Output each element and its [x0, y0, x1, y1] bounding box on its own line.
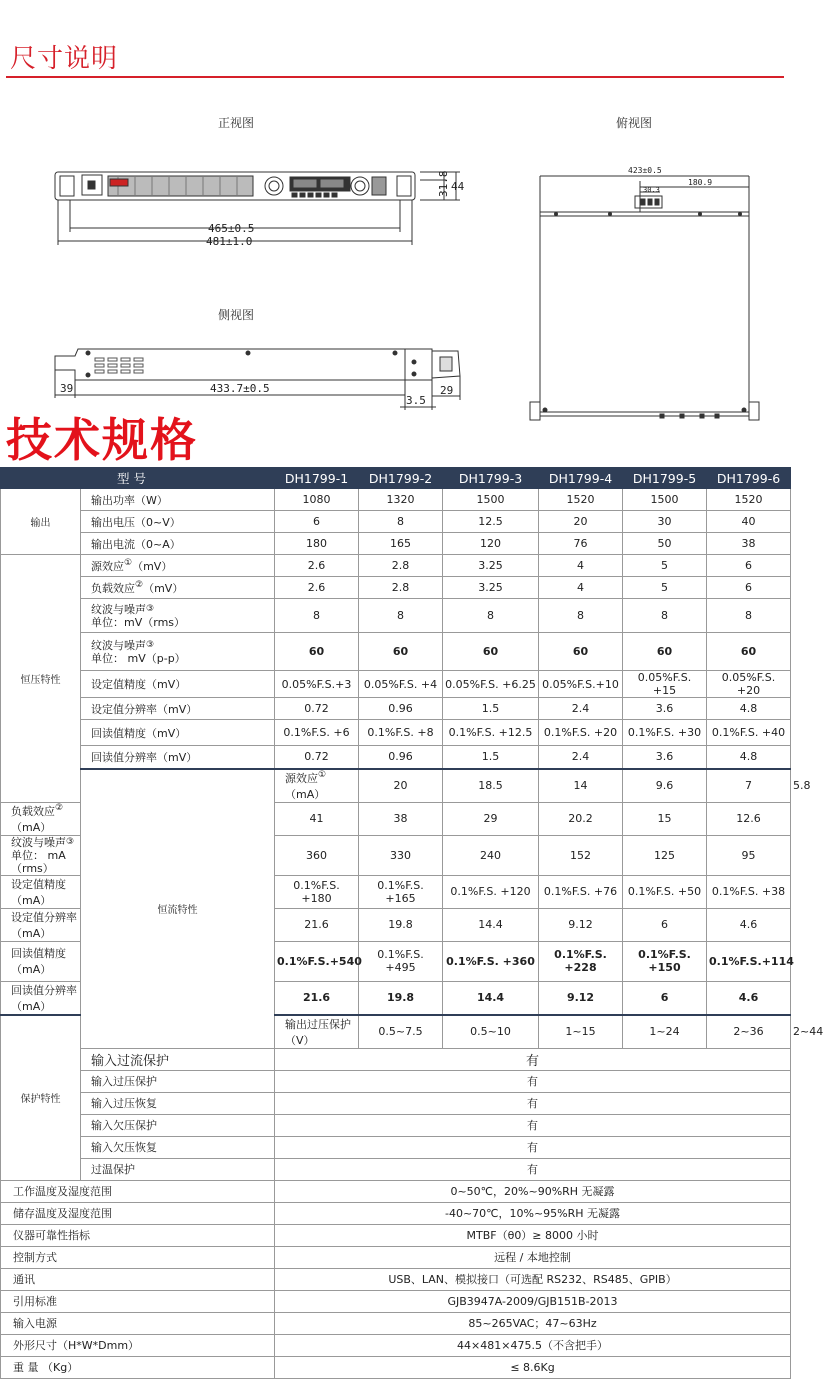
- cell: 6: [623, 981, 707, 1015]
- cell: 30: [623, 511, 707, 533]
- row-label: 输入欠压恢复: [81, 1136, 275, 1158]
- dim-39: 39: [60, 382, 74, 395]
- side-view-drawing: [55, 349, 460, 410]
- cell: 8: [539, 599, 623, 633]
- table-row: [1, 1202, 791, 1224]
- cell: 0.1%F.S. +495: [359, 941, 443, 981]
- row-label: 工作温度及湿度范围: [1, 1180, 275, 1202]
- table-row: [1, 1224, 791, 1246]
- dim-29: 29: [440, 384, 454, 397]
- cell: 4.6: [707, 908, 791, 941]
- table-row: [1, 533, 791, 555]
- cell: 0.1%F.S. +360: [443, 941, 539, 981]
- cell: 60: [539, 633, 623, 671]
- row-label: 设定值分辨率（mV）: [81, 698, 275, 720]
- cell: 1320: [359, 489, 443, 511]
- table-row: [1, 1246, 791, 1268]
- cell: 0.1%F.S. +20: [539, 720, 623, 746]
- cell: 14.4: [443, 908, 539, 941]
- front-view-drawing: [55, 172, 460, 245]
- cell: 6: [707, 577, 791, 599]
- row-label: 输入过流保护: [81, 1048, 275, 1070]
- cell: 152: [539, 835, 623, 875]
- cell: 8: [275, 599, 359, 633]
- cell: 1~15: [539, 1015, 623, 1049]
- row-label: 输出电流（0~A）: [81, 533, 275, 555]
- row-label: 外形尺寸（H*W*Dmm）: [1, 1334, 275, 1356]
- dim-180-9: 180.9: [688, 178, 713, 187]
- cell: 有: [275, 1048, 791, 1070]
- cell: 2~36: [707, 1015, 791, 1049]
- cell: 0.05%F.S. +4: [359, 671, 443, 698]
- dimensions-title: 尺寸说明: [10, 44, 119, 74]
- row-label: 设定值精度（mV）: [81, 671, 275, 698]
- cell: 3.25: [443, 577, 539, 599]
- cell: 120: [443, 533, 539, 555]
- cell: 60: [707, 633, 791, 671]
- cell: 12.6: [707, 802, 791, 835]
- table-row: [1, 1114, 791, 1136]
- dim-465: 465±0.5: [208, 222, 255, 235]
- table-row: [1, 1268, 791, 1290]
- row-label: 输出过压保护（V）: [275, 1015, 359, 1049]
- row-label: 仪器可靠性指标: [1, 1224, 275, 1246]
- table-row: [1, 1356, 791, 1378]
- cell: 15: [623, 802, 707, 835]
- cell: 0.1%F.S. +50: [623, 875, 707, 908]
- row-label: 过温保护: [81, 1158, 275, 1180]
- cell: 0.05%F.S.+3: [275, 671, 359, 698]
- table-row: [1, 633, 791, 671]
- row-label: 控制方式: [1, 1246, 275, 1268]
- row-label: 纹波与噪声③ 单位： mA（rms）: [1, 835, 81, 875]
- cell: 1.5: [443, 698, 539, 720]
- cell: 6: [707, 555, 791, 577]
- cell: 1520: [539, 489, 623, 511]
- dim-423: 423±0.5: [628, 166, 662, 175]
- cell: 0.1%F.S. +40: [707, 720, 791, 746]
- row-label: 输出电压（0~V）: [81, 511, 275, 533]
- front-view-label: 正视图: [218, 116, 255, 130]
- row-label: 设定值精度（mA）: [1, 875, 81, 908]
- model-header: 型 号: [1, 468, 275, 489]
- cell: 76: [539, 533, 623, 555]
- spec-table: [0, 467, 823, 1379]
- row-label: 输出功率（W）: [81, 489, 275, 511]
- cell: 8: [359, 599, 443, 633]
- dim-433: 433.7±0.5: [210, 382, 270, 395]
- table-row: [1, 489, 791, 511]
- cell: 0.72: [275, 698, 359, 720]
- table-row: [1, 1136, 791, 1158]
- cell: 2.8: [359, 577, 443, 599]
- table-row: 恒流特性 源效应①（mA） 20 18.5 14 9.6 7 5.8: [1, 769, 791, 803]
- table-row: [1, 671, 791, 698]
- cell: MTBF（θ0）≥ 8000 小时: [275, 1224, 791, 1246]
- group-cv: 恒压特性: [1, 555, 81, 803]
- cell: 1.5: [443, 746, 539, 769]
- dim-31-8: 31.8: [437, 170, 450, 197]
- model-5: DH1799-5: [623, 468, 707, 489]
- cell: 5: [623, 577, 707, 599]
- model-1: DH1799-1: [275, 468, 359, 489]
- row-label: 输入过压保护: [81, 1070, 275, 1092]
- cell: 2.6: [275, 555, 359, 577]
- table-row: [1, 1312, 791, 1334]
- cell: 8: [623, 599, 707, 633]
- table-row: [1, 1070, 791, 1092]
- cell: 6: [275, 511, 359, 533]
- cell: 0.1%F.S. +12.5: [443, 720, 539, 746]
- table-row: [1, 1048, 791, 1070]
- cell: 1~24: [623, 1015, 707, 1049]
- cell: 20: [539, 511, 623, 533]
- header-row: [1, 468, 791, 489]
- cell: 有: [275, 1070, 791, 1092]
- cell: 有: [275, 1114, 791, 1136]
- table-row: [1, 1180, 791, 1202]
- cell: 0.96: [359, 746, 443, 769]
- cell: 19.8: [359, 981, 443, 1015]
- table-row: [1, 698, 791, 720]
- cell: 4: [539, 555, 623, 577]
- row-label: 纹波与噪声③ 单位： mV（p-p）: [81, 633, 275, 671]
- row-label: 输入过压恢复: [81, 1092, 275, 1114]
- cell: 240: [443, 835, 539, 875]
- cell: 19.8: [359, 908, 443, 941]
- cell: 1080: [275, 489, 359, 511]
- cell: 9.12: [539, 908, 623, 941]
- row-label: 设定值分辨率（mA）: [1, 908, 81, 941]
- table-row: [1, 746, 791, 769]
- cell: 1500: [443, 489, 539, 511]
- cell: 18.5: [443, 769, 539, 803]
- cell: 0.1%F.S. +180: [275, 875, 359, 908]
- cell: -40~70℃，10%~95%RH 无凝露: [275, 1202, 791, 1224]
- cell: 4.8: [707, 746, 791, 769]
- cell: 0.1%F.S.+114: [707, 941, 791, 981]
- dim-481: 481±1.0: [206, 235, 253, 248]
- row-label: 引用标准: [1, 1290, 275, 1312]
- table-row: [1, 599, 791, 633]
- model-4: DH1799-4: [539, 468, 623, 489]
- cell: ≤ 8.6Kg: [275, 1356, 791, 1378]
- cell: 60: [623, 633, 707, 671]
- cell: 40: [707, 511, 791, 533]
- cell: 180: [275, 533, 359, 555]
- cell: 95: [707, 835, 791, 875]
- row-label: 源效应①（mV）: [81, 555, 275, 577]
- table-row: [1, 1158, 791, 1180]
- cell: 12.5: [443, 511, 539, 533]
- side-view-label: 侧视图: [218, 308, 255, 322]
- table-row: [1, 577, 791, 599]
- cell: 远程 / 本地控制: [275, 1246, 791, 1268]
- cell: 1500: [623, 489, 707, 511]
- cell: USB、LAN、模拟接口（可选配 RS232、RS485、GPIB）: [275, 1268, 791, 1290]
- cell: 41: [275, 802, 359, 835]
- table-row: [1, 1092, 791, 1114]
- cell: 14.4: [443, 981, 539, 1015]
- table-row: [1, 1334, 791, 1356]
- cell: 6: [623, 908, 707, 941]
- cell: 1520: [707, 489, 791, 511]
- cell: 0.1%F.S. +76: [539, 875, 623, 908]
- cell: 8: [359, 511, 443, 533]
- cell: 2.4: [539, 746, 623, 769]
- row-label: 回读值分辨率（mA）: [1, 981, 81, 1015]
- top-view-drawing: [530, 176, 759, 420]
- cell: 50: [623, 533, 707, 555]
- cell: 0.1%F.S. +38: [707, 875, 791, 908]
- row-label: 储存温度及湿度范围: [1, 1202, 275, 1224]
- cell: 20: [359, 769, 443, 803]
- cell: 0.1%F.S. +228: [539, 941, 623, 981]
- dim-44: 44: [451, 180, 465, 193]
- cell: 0.05%F.S. +20: [707, 671, 791, 698]
- cell: 360: [275, 835, 359, 875]
- cell: 38: [359, 802, 443, 835]
- cell: 125: [623, 835, 707, 875]
- row-label: 源效应①（mA）: [275, 769, 359, 803]
- cell: 21.6: [275, 908, 359, 941]
- cell: 有: [275, 1136, 791, 1158]
- cell: 0.72: [275, 746, 359, 769]
- row-label: 回读值分辨率（mV）: [81, 746, 275, 769]
- cell: 4: [539, 577, 623, 599]
- cell: 3.25: [443, 555, 539, 577]
- cell: 9.12: [539, 981, 623, 1015]
- cell: 21.6: [275, 981, 359, 1015]
- row-label: 回读值精度（mA）: [1, 941, 81, 981]
- cell: 2.6: [275, 577, 359, 599]
- group-output: 输出: [1, 489, 81, 555]
- cell: 20.2: [539, 802, 623, 835]
- dimension-drawings: [0, 0, 790, 440]
- cell: 2.4: [539, 698, 623, 720]
- row-label: 输入欠压保护: [81, 1114, 275, 1136]
- cell: 有: [275, 1092, 791, 1114]
- row-label: 通讯: [1, 1268, 275, 1290]
- cell: 0.05%F.S. +15: [623, 671, 707, 698]
- cell: 0.5~7.5: [359, 1015, 443, 1049]
- model-2: DH1799-2: [359, 468, 443, 489]
- model-3: DH1799-3: [443, 468, 539, 489]
- table-row: [1, 511, 791, 533]
- row-label: 负载效应②（mV）: [81, 577, 275, 599]
- model-6: DH1799-6: [707, 468, 791, 489]
- row-label: 回读值精度（mV）: [81, 720, 275, 746]
- table-row: 保护特性 输出过压保护（V） 0.5~7.5 0.5~10 1~15 1~24 2~36 2~44: [1, 1015, 791, 1049]
- cell: 0.1%F.S. +8: [359, 720, 443, 746]
- cell: 3.6: [623, 746, 707, 769]
- top-view-label: 俯视图: [616, 116, 653, 130]
- cell: 8: [707, 599, 791, 633]
- cell: 165: [359, 533, 443, 555]
- specs-title: 技术规格: [6, 413, 198, 467]
- row-label: 重 量 （Kg）: [1, 1356, 275, 1378]
- cell: 0~50℃，20%~90%RH 无凝露: [275, 1180, 791, 1202]
- row-label: 负载效应②（mA）: [1, 802, 81, 835]
- table-row: [1, 1290, 791, 1312]
- cell: 0.1%F.S. +120: [443, 875, 539, 908]
- table-row: [1, 720, 791, 746]
- cell: 有: [275, 1158, 791, 1180]
- group-protection: 保护特性: [1, 1015, 81, 1181]
- row-label: 纹波与噪声③ 单位：mV（rms）: [81, 599, 275, 633]
- cell: GJB3947A-2009/GJB151B-2013: [275, 1290, 791, 1312]
- cell: 38: [707, 533, 791, 555]
- cell: 4.8: [707, 698, 791, 720]
- cell: 0.5~10: [443, 1015, 539, 1049]
- cell: 60: [275, 633, 359, 671]
- row-label: 输入电源: [1, 1312, 275, 1334]
- cell: 8: [443, 599, 539, 633]
- dim-30-3: 30.3: [643, 186, 660, 194]
- cell: 0.1%F.S. +6: [275, 720, 359, 746]
- cell: 14: [539, 769, 623, 803]
- cell: 85~265VAC；47~63Hz: [275, 1312, 791, 1334]
- cell: 44×481×475.5（不含把手）: [275, 1334, 791, 1356]
- table-row: [1, 555, 791, 577]
- cell: 60: [359, 633, 443, 671]
- cell: 2.8: [359, 555, 443, 577]
- cell: 3.6: [623, 698, 707, 720]
- dim-3-5: 3.5: [406, 394, 426, 407]
- cell: 0.96: [359, 698, 443, 720]
- cell: 0.1%F.S. +30: [623, 720, 707, 746]
- cell: 29: [443, 802, 539, 835]
- cell: 5: [623, 555, 707, 577]
- group-cc: 恒流特性: [81, 769, 275, 1049]
- cell: 0.1%F.S. +150: [623, 941, 707, 981]
- cell: 7: [707, 769, 791, 803]
- cell: 0.05%F.S.+10: [539, 671, 623, 698]
- cell: 330: [359, 835, 443, 875]
- cell: 0.05%F.S. +6.25: [443, 671, 539, 698]
- cell: 60: [443, 633, 539, 671]
- cell: 9.6: [623, 769, 707, 803]
- cell: 4.6: [707, 981, 791, 1015]
- cell: 0.1%F.S.+540: [275, 941, 359, 981]
- cell: 0.1%F.S. +165: [359, 875, 443, 908]
